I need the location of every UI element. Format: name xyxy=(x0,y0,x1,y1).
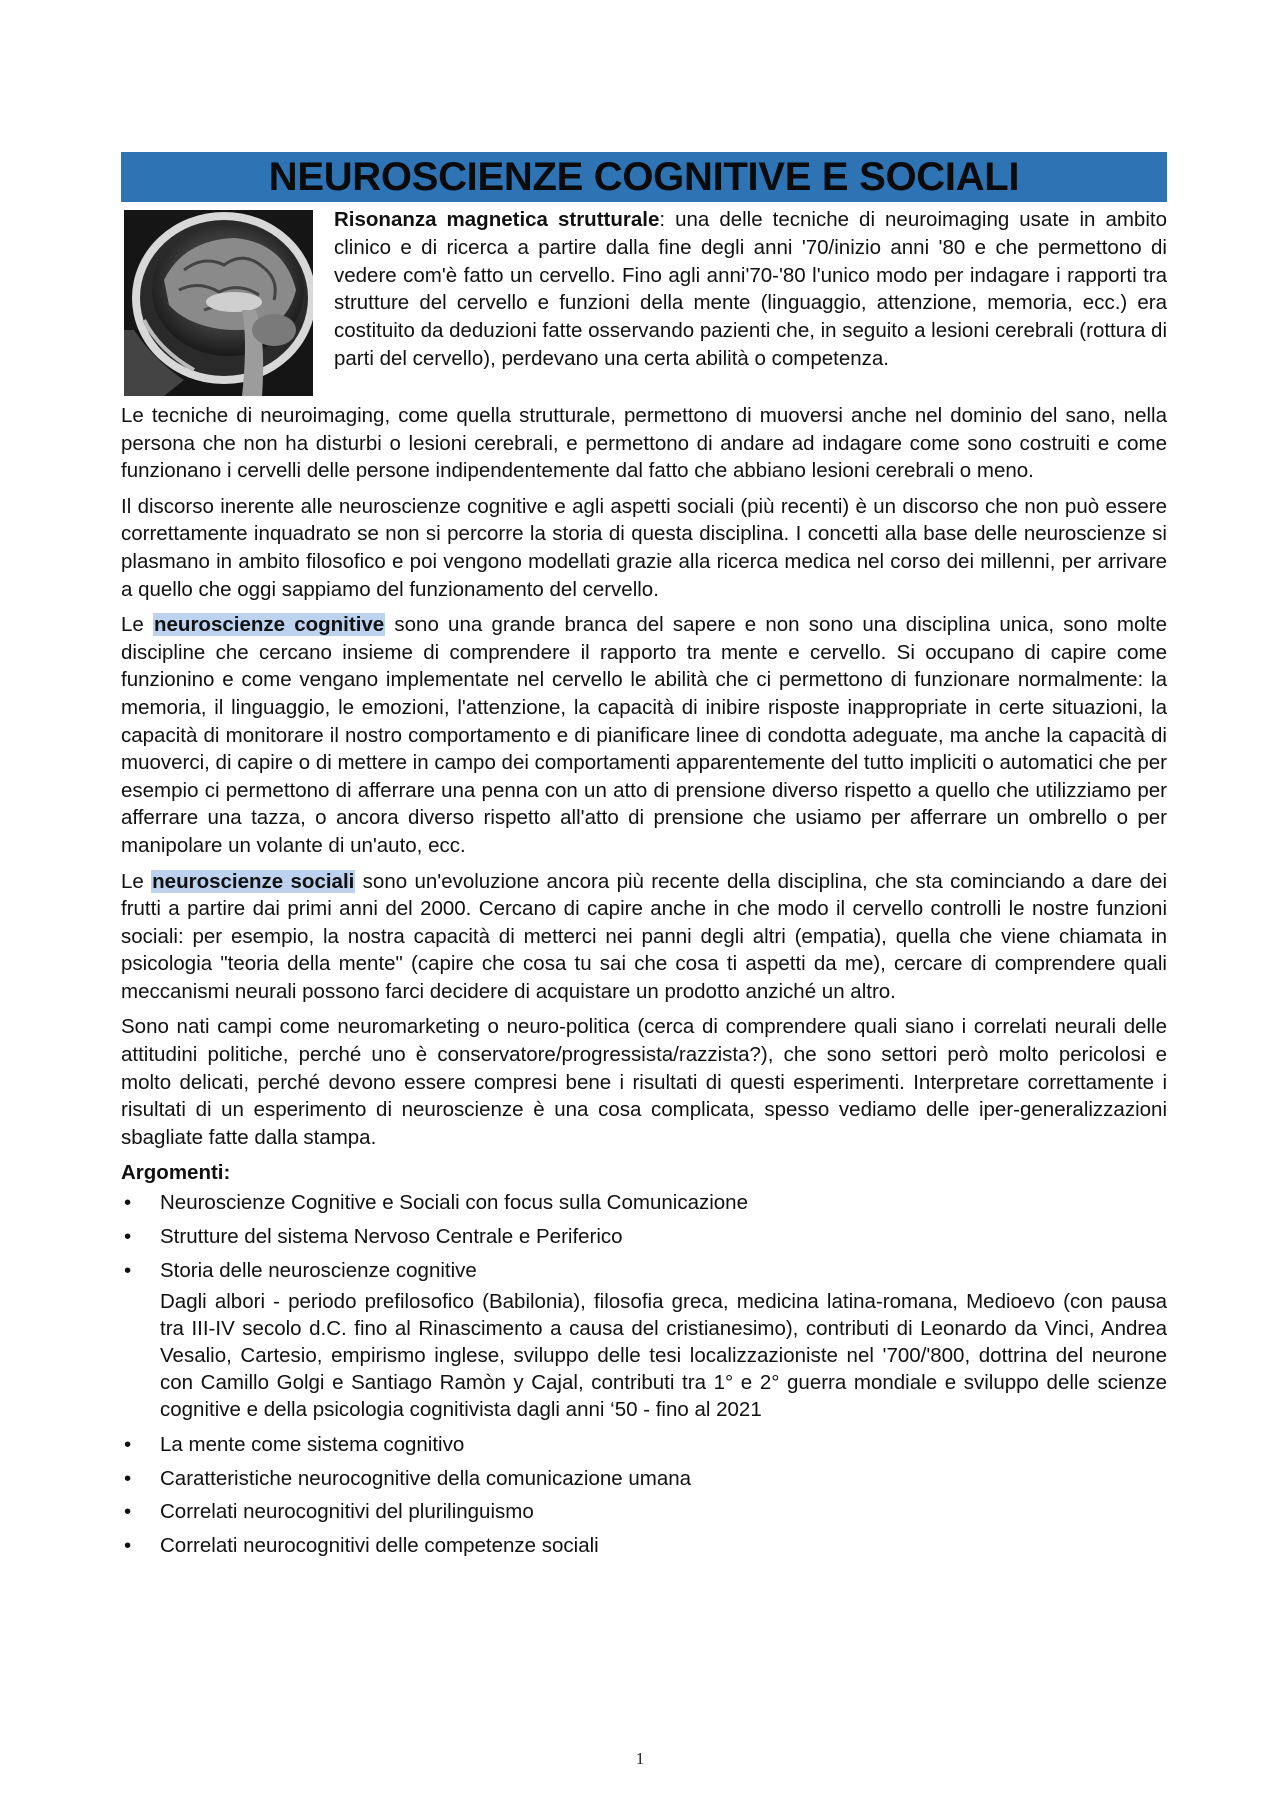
history-detail: Dagli albori - periodo prefilosofico (Babilonia), filosofia greca, medicina latina-romana, Medioevo (con pausa tra III-IV secolo d.C. fino al Rinascimento a causa del cristianesimo), contributi di Leonardo da Vinci, Andrea Vesalio, Cartesio, empirismo inglese, sviluppo delle tesi localizzazioniste nel '700/'800, dottrina del neurone con Camillo Golgi e Santiago Ramòn y Cajal, contributi tra 1° e 2° guerra mondiale e sviluppo delle scienze cognitive e della psicologia cognitivista dagli anni ‘50 - fino al 2021 xyxy=(160,1290,1167,1422)
p4-prefix: Le xyxy=(121,869,152,893)
list-item-text: Correlati neurocognitivi delle competenze sociali xyxy=(160,1534,599,1557)
list-item xyxy=(121,1257,1167,1285)
arguments-list xyxy=(121,1189,1167,1284)
intro-paragraph xyxy=(334,206,1167,373)
highlight-cognitive-term: neuroscienze cognitive xyxy=(154,613,385,637)
list-item xyxy=(121,1498,1167,1526)
list-item xyxy=(121,1189,1167,1217)
bullet-icon: • xyxy=(124,1466,132,1490)
bullet-icon: • xyxy=(124,1258,132,1282)
highlight-social-term: neuroscienze sociali xyxy=(152,869,355,893)
intro-body: : una delle tecniche di neuroimaging usate in ambito clinico e di ricerca a partire dalla fine degli anni '70/inizio anni '80 e che permettono di vedere com'è fatto un cervello. Fino agli anni'70-'80 l'unico modo per indagare i rapporti tra strutture del cervello e funzioni della mente (linguaggio, attenzione, memoria, ecc.) era costituito da deduzioni fatte osservando pazienti che, in seguito a lesioni cerebrali (rottura di parti del cervello), perdevano una certa abilità o competenza. xyxy=(334,208,1168,370)
intro-section xyxy=(121,206,1167,396)
title-bar xyxy=(121,152,1167,202)
p3-prefix: Le xyxy=(121,613,153,637)
paragraph-cognitive-neuroscience xyxy=(121,611,1167,859)
arguments-list-continued xyxy=(121,1431,1167,1559)
list-item-text: Storia delle neuroscienze cognitive xyxy=(160,1258,477,1282)
list-item xyxy=(121,1223,1167,1251)
document-page xyxy=(121,152,1167,1566)
document-title: NEUROSCIENZE COGNITIVE E SOCIALI xyxy=(268,154,1020,199)
list-item xyxy=(121,1431,1167,1459)
mri-brain-illustration xyxy=(124,210,313,396)
bullet-icon: • xyxy=(124,1191,132,1215)
paragraph-history: Il discorso inerente alle neuroscienze cognitive e agli aspetti sociali (più recenti) è un discorso che non può essere correttamente inquadrato se non si percorre la storia di questa disciplina. I concetti alla base delle neuroscienze si plasmano in ambito filosofico e poi vengono modellati grazie alla ricerca medica nel corso dei millenni, per arrivare a quello che oggi sappiamo del funzionamento del cervello. xyxy=(121,494,1167,601)
bullet-icon: • xyxy=(124,1225,132,1249)
paragraph-social-neuroscience xyxy=(121,868,1167,1006)
list-item-text: Neuroscienze Cognitive e Sociali con focus sulla Comunicazione xyxy=(160,1191,748,1215)
list-item-text: Correlati neurocognitivi del plurilinguismo xyxy=(160,1500,534,1524)
intro-term: Risonanza magnetica strutturale xyxy=(334,208,660,231)
list-item-text: La mente come sistema cognitivo xyxy=(160,1433,465,1457)
list-item-text: Caratteristiche neurocognitive della comunicazione umana xyxy=(160,1466,692,1490)
intro-text xyxy=(334,206,1167,373)
paragraph-neuromarketing: Sono nati campi come neuromarketing o neuro-politica (cerca di comprendere quali siano i correlati neurali delle attitudini politiche, perché uno è conservatore/progressista/razzista?), che sono settori però molto pericolosi e molto delicati, perché devono essere compresi bene i risultati di questi esperimenti. Interpretare correttamente i risultati di un esperimento di neuroscienze è una cosa complicata, spesso vediamo delle iper-generalizzazioni sbagliate fatte dalla stampa. xyxy=(121,1015,1167,1149)
p4-body: sono un'evoluzione ancora più recente della disciplina, che sta cominciando a dare dei frutti a partire dai primi anni del 2000. Cercano di capire anche in che modo il cervello controlli le nostre funzioni sociali: per esempio, la nostra capacità di metterci nei panni degli altri (empatia), quella che viene chiamata in psicologia "teoria della mente" (capire che cosa tu sai che cosa ti aspetti da me), cercare di comprendere quali meccanismi neurali possono farci decidere di acquistare un prodotto anziché un altro. xyxy=(121,869,1168,1003)
list-item xyxy=(121,1532,1167,1560)
bullet-icon: • xyxy=(124,1500,132,1524)
list-item-text: Strutture del sistema Nervoso Centrale e Periferico xyxy=(160,1225,623,1249)
page-number: 1 xyxy=(635,1749,645,1768)
mri-brain-image xyxy=(124,210,313,396)
list-item xyxy=(121,1465,1167,1493)
p3-body: sono una grande branca del sapere e non sono una disciplina unica, sono molte discipline che cercano insieme di comprendere il rapporto tra mente e cervello. Si occupano di capire come funzionino e come vengano implementate nel cervello le abilità che ci permettono di funzionare normalmente: la memoria, il linguaggio, le emozioni, l'attenzione, la capacità di inibire risposte inappropriate in certe situazioni, la capacità di monitorare il nostro comportamento e di pianificare linee di condotta adeguate, ma anche la capacità di muoverci, di capire o di mettere in campo dei comportamenti apparentemente del tutto impliciti o automatici che per esempio ci permettono di afferrare una penna con un atto di prensione diverso rispetto a quello che utilizziamo per afferrare una tazza, o ancora diverso rispetto all'atto di prensione che usiamo per afferrare un ombrello o per manipolare un volante di un'auto, ecc. xyxy=(121,613,1168,857)
arguments-heading: Argomenti: xyxy=(121,1161,231,1185)
bullet-icon: • xyxy=(124,1433,132,1457)
bullet-icon: • xyxy=(124,1534,132,1557)
paragraph-neuroimaging: Le tecniche di neuroimaging, come quella strutturale, permettono di muoversi anche nel dominio del sano, nella persona che non ha disturbi o lesioni cerebrali, e permettono di andare ad indagare come sono costruiti e come funzionano i cervelli delle persone indipendentemente dal fatto che abbiano lesioni cerebrali o meno. xyxy=(121,404,1167,483)
